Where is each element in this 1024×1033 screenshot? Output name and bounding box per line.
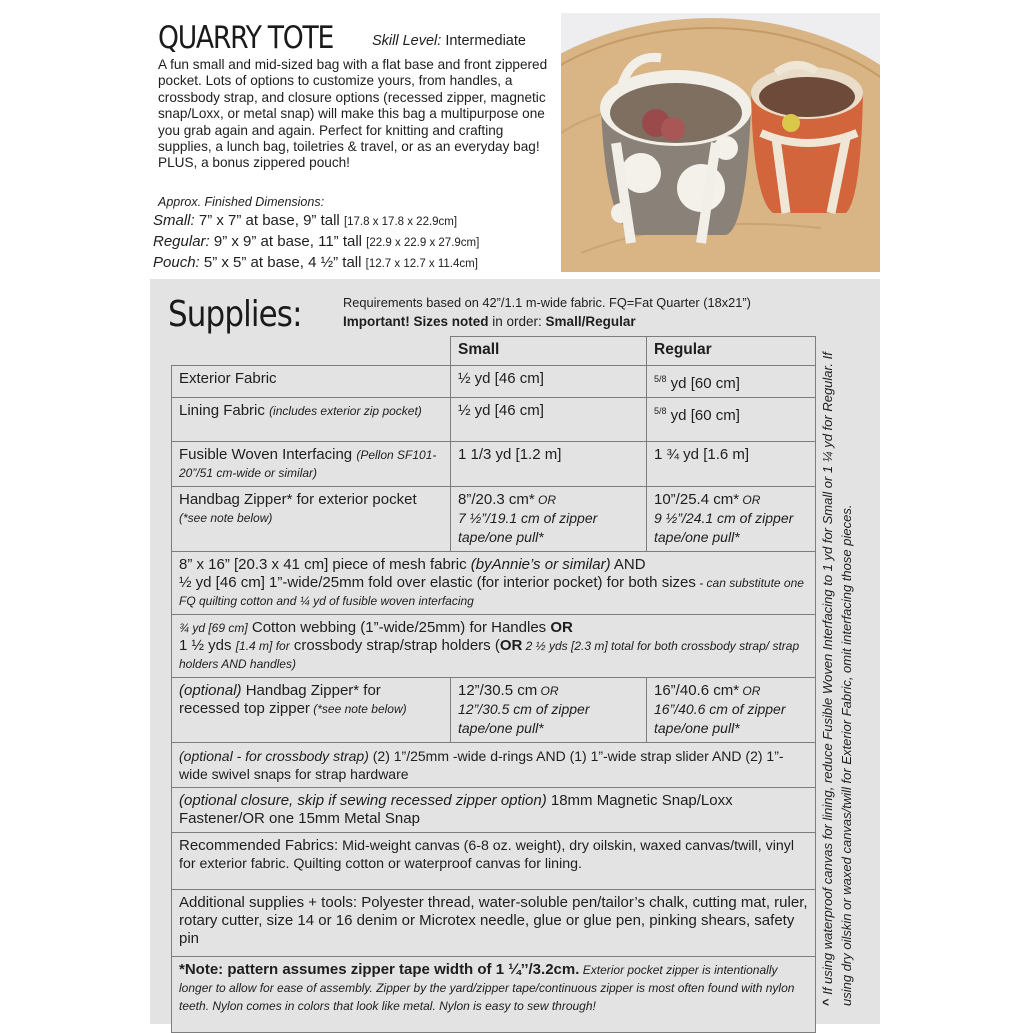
table-row (172, 487, 816, 552)
table-row (172, 552, 816, 615)
col-header-small: Small (451, 337, 647, 366)
cell-small: 8”/20.3 cm* OR 7 ½”/19.1 cm of zipper tape/one pull* (451, 487, 647, 552)
dimension-regular: Regular: 9” x 9” at base, 11” tall [22.9 x 22.9 x 27.9cm] (153, 233, 480, 250)
cell-regular: 10”/25.4 cm* OR 9 ½”/24.1 cm of zipper tape/one pull* (647, 487, 816, 552)
table-row (172, 890, 816, 957)
orange-tote-bag (751, 65, 863, 213)
supplies-table (171, 336, 816, 1033)
closure-row: (optional closure, skip if sewing recessed zipper option) 18mm Magnetic Snap/Loxx Fastener/OR one 15mm Metal Snap (172, 788, 816, 833)
table-row (172, 366, 816, 398)
table-row (172, 615, 816, 678)
webbing-row: ¾ yd [69 cm] Cotton webbing (1”-wide/25mm) for Handles OR 1 ½ yds [1.4 m] for crossbody strap/strap holders (OR 2 ½ yds [2.3 m] total for both crossbody strap/ strap holders AND handles) (172, 615, 816, 678)
fabrics-row: Recommended Fabrics: Mid-weight canvas (6-8 oz. weight), dry oilskin, waxed canvas/twill, vinyl for exterior fabric. Quilting cotton or waterproof canvas for lining. (172, 833, 816, 890)
table-row (172, 398, 816, 442)
table-row (172, 957, 816, 1033)
row-label: Fusible Woven Interfacing (Pellon SF101-20”/51 cm-wide or similar) (172, 442, 451, 487)
dimension-small: Small: 7” x 7” at base, 9” tall [17.8 x 17.8 x 22.9cm] (153, 212, 458, 229)
side-arrow-icon: ^ (820, 998, 835, 1006)
cell-regular: $^{5/8}$ yd [60 cm] (647, 366, 816, 398)
col-header-regular: Regular (647, 337, 816, 366)
side-note: ^ If using waterproof canvas for lining, reduce Fusible Woven Interfacing to 1 yd for Small or 1 ¼ yd for Regular. If using dry oilskin or waxed canvas/twill for Exterior Fabric, omit interfacing those pieces. (820, 352, 854, 1006)
cell-small: ½ yd [46 cm] (451, 398, 647, 442)
table-row (172, 788, 816, 833)
cell-small: 12”/30.5 cm OR 12”/30.5 cm of zipper tape/one pull* (451, 678, 647, 743)
cell-small: 1 1/3 yd [1.2 m] (451, 442, 647, 487)
grey-tote-bag (600, 57, 752, 243)
cell-regular: 1 ¾ yd [1.6 m] (647, 442, 816, 487)
dring-row: (optional - for crossbody strap) (2) 1”/25mm -wide d-rings AND (1) 1”-wide strap slider AND (2) 1”-wide swivel snaps for strap hardware (172, 743, 816, 788)
product-photo (561, 13, 880, 272)
skill-label: Skill Level: (372, 33, 442, 49)
intro-text: A fun small and mid-sized bag with a flat base and front zippered pocket. Lots of options to customize yours, from handles, a crossbody strap, and closure options (recessed zipper, magnetic snap/Loxx, or metal snap) will make this bag a multipurpose one you grab again and again. Perfect for knitting and crafting supplies, a lunch bag, toiletries & travel, or as an everyday bag! PLUS, a bonus zippered pouch! (158, 57, 548, 171)
requirements-note: Requirements based on 42”/1.1 m-wide fabric. FQ=Fat Quarter (18x21”) (343, 295, 751, 310)
table-row (172, 833, 816, 890)
skill-level (372, 33, 526, 49)
dimensions-heading: Approx. Finished Dimensions: (158, 195, 325, 209)
skill-value: Intermediate (445, 33, 526, 49)
row-label: Lining Fabric (includes exterior zip pocket) (172, 398, 451, 442)
important-note: Important! Sizes noted in order: Small/Regular (343, 314, 636, 329)
cell-small: ½ yd [46 cm] (451, 366, 647, 398)
table-row (172, 678, 816, 743)
zipper-note-row: *Note: pattern assumes zipper tape width of 1 ¼’’/3.2cm. Exterior pocket zipper is intentionally longer to allow for ease of assembly. Zipper by the yard/zipper tape/continuous zipper is most often found with nylon teeth. Nylon comes in colors that look like metal. Nylon is easy to sew through! (172, 957, 816, 1033)
row-label: Exterior Fabric (172, 366, 451, 398)
tools-row: Additional supplies + tools: Polyester thread, water-soluble pen/tailor’s chalk, cutting mat, ruler, rotary cutter, size 14 or 16 denim or Microtex needle, glue or glue pen, pinking shears, safety pin (172, 890, 816, 957)
mesh-row: 8” x 16” [20.3 x 41 cm] piece of mesh fabric (byAnnie’s or similar) AND ½ yd [46 cm] 1”-wide/25mm fold over elastic (for interior pocket) for both sizes - can substitute one FQ quilting cotton and ¼ yd of fusible woven interfacing (172, 552, 816, 615)
cell-regular: $^{5/8}$ yd [60 cm] (647, 398, 816, 442)
tote-bags-illustration (561, 13, 880, 272)
table-row (172, 743, 816, 788)
table-row (172, 442, 816, 487)
supplies-title: Supplies: (168, 294, 302, 335)
row-label: Handbag Zipper* for exterior pocket (*see note below) (172, 487, 451, 552)
cell-regular: 16”/40.6 cm* OR 16”/40.6 cm of zipper tape/one pull* (647, 678, 816, 743)
pattern-title: QUARRY TOTE (158, 20, 334, 56)
row-label: (optional) Handbag Zipper* for recessed top zipper (*see note below) (172, 678, 451, 743)
dimension-pouch: Pouch: 5” x 5” at base, 4 ½” tall [12.7 x 12.7 x 11.4cm] (153, 254, 478, 271)
